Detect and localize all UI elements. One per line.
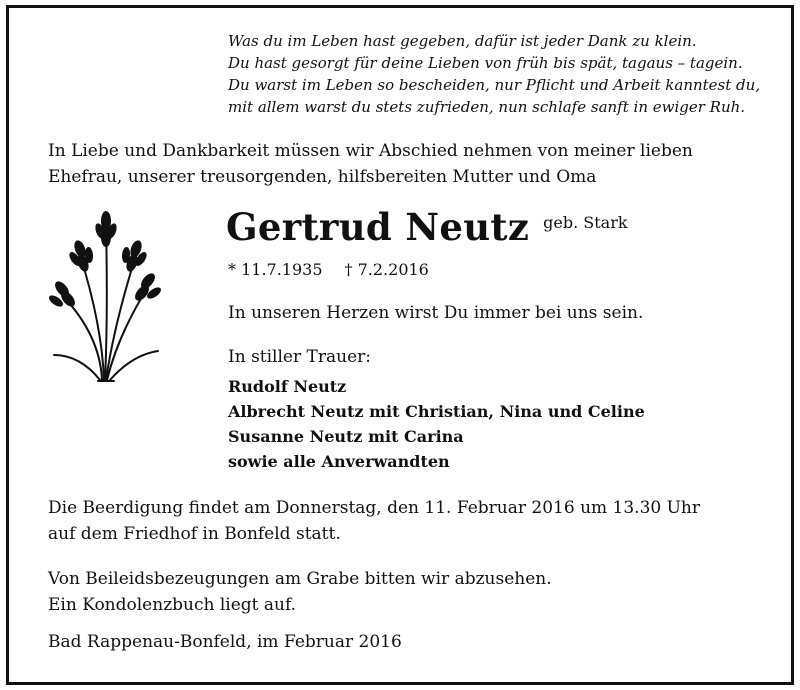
life-dates [228,260,429,279]
deceased-heading [226,203,628,251]
mourner: Albrecht Neutz mit Christian, Nina und Celine [228,402,645,421]
mourner: Rudolf Neutz [228,377,347,396]
poem-line: Was du im Leben hast gegeben, dafür ist jeder Dank zu klein. [228,32,697,50]
birth-date: * 11.7.1935 [228,260,323,279]
funeral-info [48,495,700,547]
mourner: sowie alle Anverwandten [228,452,450,471]
wheat-icon [40,205,165,385]
funeral-line: Die Beerdigung findet am Donnerstag, den 11. Februar 2016 um 13.30 Uhr [48,498,701,518]
motto: In unseren Herzen wirst Du immer bei uns sein. [228,303,644,323]
maiden-name: geb. Stark [543,213,628,232]
poem-line: Du warst im Leben so bescheiden, nur Pflicht und Arbeit kanntest du, [228,76,761,94]
funeral-line: auf dem Friedhof in Bonfeld statt. [48,524,341,544]
condolence-line: Von Beileidsbezeugungen am Grabe bitten wir abzusehen. [48,569,552,589]
poem-line: Du hast gesorgt für deine Lieben von früh bis spät, tagaus – tagein. [228,54,743,72]
intro-text [48,138,768,190]
death-date: † 7.2.2016 [344,260,429,279]
mourner: Susanne Neutz mit Carina [228,427,464,446]
intro-line: Ehefrau, unserer treusorgenden, hilfsbereiten Mutter und Oma [48,167,597,187]
poem-line: mit allem warst du stets zufrieden, nun schlafe sanft in ewiger Ruh. [228,98,746,116]
mourning-label: In stiller Trauer: [228,347,371,367]
place-and-date: Bad Rappenau-Bonfeld, im Februar 2016 [48,632,402,652]
deceased-name: Gertrud Neutz [226,205,530,249]
mourners-list [228,374,645,474]
condolence-line: Ein Kondolenzbuch liegt auf. [48,595,297,615]
poem [228,30,788,118]
intro-line: In Liebe und Dankbarkeit müssen wir Abschied nehmen von meiner lieben [48,141,693,161]
condolence-note [48,566,552,618]
